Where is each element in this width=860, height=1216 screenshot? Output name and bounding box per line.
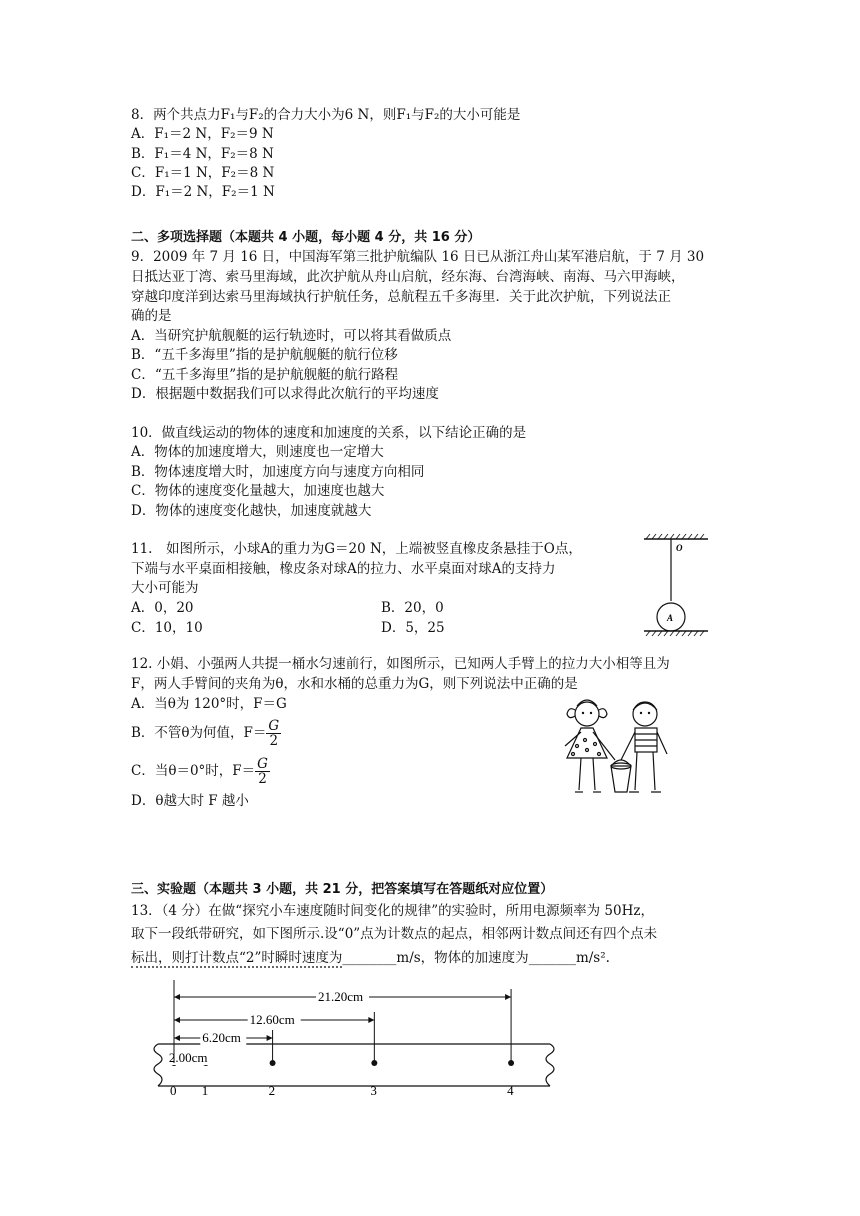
q13-line-1: 13．（4 分）在做“探究小车速度随时间变化的规律”的实验时，所用电源频率为 50Hz，	[131, 903, 654, 919]
q13-line-3-prefix: 标出，则打计数点“2”时瞬时速度为	[131, 950, 343, 966]
q9-line-1: 9．2009 年 7 月 16 日，中国海军第三批护航编队 16 日已从浙江舟山某军港启航，于 7 月 30	[131, 249, 705, 265]
q12-option-b-text: B．不管θ为何值，F＝	[131, 725, 267, 741]
q11-figure	[640, 533, 712, 637]
q11-option-c: C．10，10	[131, 620, 203, 636]
tape-point-label-3: 3	[370, 1083, 377, 1098]
q11-line-2: 下端与水平桌面相接触，橡皮条对球A的拉力、水平桌面对球A的支持力	[131, 561, 556, 577]
section2-title: 二、多项选择题（本题共 4 小题，每小题 4 分，共 16 分）	[131, 230, 481, 245]
q10-stem: 10．做直线运动的物体的速度和加速度的关系，以下结论正确的是	[131, 425, 527, 441]
fraction-denominator: 2	[258, 771, 267, 787]
tape-arrowhead-right-4	[505, 994, 511, 1000]
section3-title: 三、实验题（本题共 3 小题，共 21 分，把答案填写在答题纸对应位置）	[131, 882, 554, 897]
q12-children-bucket-illustration	[553, 694, 685, 806]
tape-arrowhead-left-2	[174, 1035, 180, 1041]
tape-distance-label-3: 12.60cm	[249, 1012, 295, 1027]
q9-option-c: C．“五千多海里”指的是护航舰艇的航行路程	[131, 367, 399, 383]
q12-option-a: A．当θ为 120°时，F＝G	[131, 696, 287, 712]
tape-point-label-4: 4	[507, 1083, 514, 1098]
q9-line-3: 穿越印度洋到达索马里海域执行护航任务，总航程五千多海里．关于此次护航，下列说法正	[131, 289, 671, 305]
q13-line-3-middle: m/s，物体的加速度为	[396, 950, 529, 966]
tape-arrowhead-right-3	[368, 1017, 374, 1023]
q12-line-2: F，两人手臂间的夹角为θ，水和水桶的总重力为G，则下列说法中正确的是	[131, 676, 578, 692]
q12-option-c-text: C．当θ＝0°时，F＝	[131, 763, 256, 779]
q11-ball-a-label: A	[667, 613, 674, 623]
tape-point-label-0: 0	[170, 1083, 177, 1098]
q11-line-3: 大小可能为	[131, 580, 199, 596]
q12-option-c-fraction	[255, 757, 270, 786]
q10-option-d: D．物体的速度变化越快，加速度就越大	[131, 503, 372, 519]
tape-arrowhead-left-4	[174, 994, 180, 1000]
q13-line-3-unit: m/s².	[575, 950, 610, 966]
q12-option-c	[131, 754, 270, 788]
tape-arrowhead-right-2	[267, 1035, 273, 1041]
q11-option-b: B．20，0	[381, 600, 444, 616]
q8-option-d: D．F₁＝2 N，F₂＝1 N	[131, 184, 275, 200]
q9-option-d: D．根据题中数据我们可以求得此次航行的平均速度	[131, 386, 439, 402]
q13-answer-blank-velocity[interactable]: ________	[342, 950, 397, 966]
tape-distance-label-4: 21.20cm	[318, 989, 364, 1004]
q10-option-c: C．物体的速度变化量越大，加速度也越大	[131, 483, 385, 499]
q10-option-a: A．物体的加速度增大，则速度也一定增大	[131, 444, 384, 460]
q12-option-b-fraction	[266, 719, 281, 748]
fraction-numerator: G	[268, 718, 280, 734]
tape-arrowhead-left-3	[174, 1017, 180, 1023]
tape-distance-label-2: 6.20cm	[202, 1030, 241, 1045]
q13-paper-tape-figure	[140, 970, 580, 1100]
q13-line-3	[131, 949, 610, 968]
q11-line-1: 11. 如图所示，小球A的重力为G＝20 N，上端被竖直橡皮条悬挂于O点，	[131, 541, 582, 557]
q12-line-1: 12. 小娟、小强两人共提一桶水匀速前行，如图所示，已知两人手臂上的拉力大小相等且为	[131, 656, 670, 672]
q13-line-2: 取下一段纸带研究，如下图所示.设“0”点为计数点的起点，相邻两计数点间还有四个点未	[131, 926, 658, 942]
q8-option-b: B．F₁＝4 N，F₂＝8 N	[131, 146, 274, 162]
q9-option-a: A．当研究护航舰艇的运行轨迹时，可以将其看做质点	[131, 328, 452, 344]
q10-option-b: B．物体速度增大时，加速度方向与速度方向相同	[131, 464, 425, 480]
q12-option-b	[131, 716, 281, 750]
q12-option-d: D．θ越大时 F 越小	[131, 793, 249, 809]
q11-option-a: A．0，20	[131, 600, 194, 616]
q9-option-b: B．“五千多海里”指的是护航舰艇的航行位移	[131, 347, 398, 363]
q13-answer-blank-acceleration[interactable]: _______	[528, 950, 576, 966]
q8-stem: 8．两个共点力F₁与F₂的合力大小为6 N，则F₁与F₂的大小可能是	[131, 107, 521, 123]
q8-option-c: C．F₁＝1 N，F₂＝8 N	[131, 165, 275, 181]
tape-point-label-1: 1	[201, 1083, 209, 1098]
q9-line-4: 确的是	[131, 308, 172, 324]
q9-line-2: 日抵达亚丁湾、索马里海域，此次护航从舟山启航，经东海、台湾海峡、南海、马六甲海峡，	[131, 269, 685, 285]
q11-option-d: D．5，25	[381, 620, 445, 636]
fraction-denominator: 2	[269, 733, 279, 749]
q8-option-a: A．F₁＝2 N，F₂＝9 N	[131, 126, 274, 142]
q11-point-o-label: O	[676, 543, 683, 553]
tape-distance-label-1: 2.00cm	[168, 1050, 208, 1065]
tape-point-label-2: 2	[268, 1083, 276, 1098]
fraction-numerator: G	[257, 756, 268, 772]
